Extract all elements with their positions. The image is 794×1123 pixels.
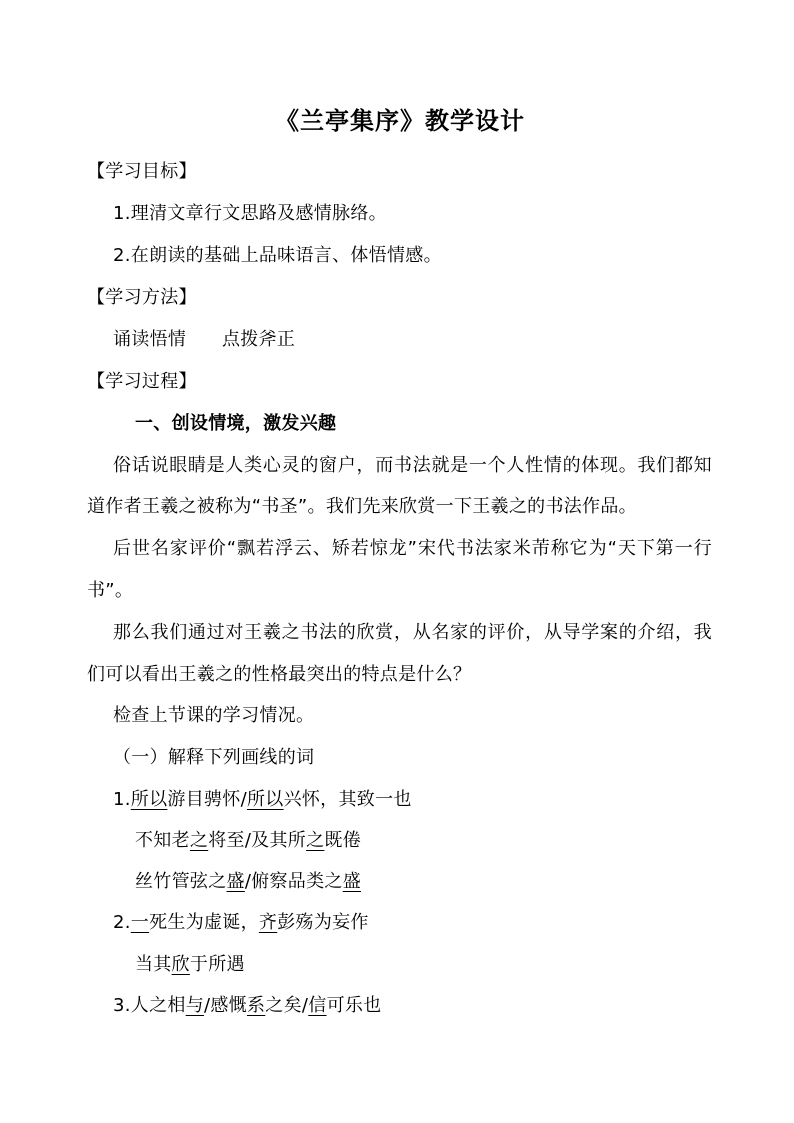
paragraph-line: 道作者王羲之被称为“书圣”。我们先来欣赏一下王羲之的书法作品。 bbox=[87, 496, 637, 517]
underlined-word: 一 bbox=[130, 912, 150, 933]
exercise-line bbox=[113, 997, 381, 1015]
exercise-line bbox=[135, 873, 361, 891]
objectives-heading: 【学习目标】 bbox=[87, 161, 197, 182]
paragraph-line: 那么我们通过对王羲之书法的欣赏，从名家的评价，从导学案的介绍，我 bbox=[113, 622, 712, 643]
paragraph-line: 俗话说眼睛是人类心灵的窗户，而书法就是一个人性情的体现。我们都知 bbox=[113, 455, 712, 476]
underlined-word: 欣 bbox=[171, 954, 190, 975]
exercise-line bbox=[135, 832, 361, 850]
text: 之矣/ bbox=[265, 995, 309, 1016]
text: 3.人之相 bbox=[113, 995, 186, 1016]
paragraph-line: 检查上节课的学习情况。 bbox=[113, 705, 315, 726]
document-title: 《兰亭集序》教学设计 bbox=[275, 107, 525, 135]
objective-item: 2.在朗读的基础上品味语言、体悟情感。 bbox=[113, 245, 442, 266]
underlined-word: 信 bbox=[308, 995, 327, 1016]
process-heading: 【学习过程】 bbox=[87, 371, 197, 392]
text: /俯察品类之 bbox=[244, 871, 343, 892]
underlined-word: 所以 bbox=[246, 789, 284, 810]
method-item: 诵读悟情 bbox=[113, 329, 187, 350]
text: 兴怀，其致一也 bbox=[283, 789, 412, 810]
underlined-word: 盛 bbox=[226, 871, 245, 892]
exercise-line bbox=[135, 956, 245, 974]
paragraph-line: 后世名家评价“飘若浮云、矫若惊龙”宋代书法家米芾称它为“天下第一行 bbox=[113, 538, 712, 559]
text: 死生为虚诞， bbox=[149, 912, 259, 933]
underlined-word: 之 bbox=[306, 830, 325, 851]
exercise-line bbox=[113, 914, 369, 932]
text: 游目骋怀/ bbox=[167, 789, 247, 810]
text: 于所遇 bbox=[189, 954, 245, 975]
exercise-line bbox=[113, 791, 412, 809]
underlined-word: 系 bbox=[246, 995, 266, 1016]
underlined-word: 所以 bbox=[130, 789, 168, 810]
objective-item: 1.理清文章行文思路及感情脉络。 bbox=[113, 203, 387, 224]
paragraph-line: 书”。 bbox=[87, 580, 134, 601]
text: 不知老 bbox=[135, 830, 190, 851]
text: 丝竹管弦之 bbox=[135, 871, 227, 892]
step-heading: 一、创设情境，激发兴趣 bbox=[135, 413, 337, 434]
text: 既倦 bbox=[324, 830, 362, 851]
text: /感慨 bbox=[204, 995, 247, 1016]
underlined-word: 与 bbox=[185, 995, 204, 1016]
methods-heading: 【学习方法】 bbox=[87, 287, 197, 308]
underlined-word: 盛 bbox=[342, 871, 361, 892]
underlined-word: 之 bbox=[189, 830, 209, 851]
text: 彭殇为妄作 bbox=[277, 912, 369, 933]
text: 可乐也 bbox=[326, 995, 382, 1016]
text: 当其 bbox=[135, 954, 172, 975]
method-item: 点拨斧正 bbox=[222, 329, 296, 350]
paragraph-line: 们可以看出王羲之的性格最突出的特点是什么？ bbox=[87, 664, 472, 685]
text: 2. bbox=[113, 912, 131, 933]
underlined-word: 齐 bbox=[258, 912, 278, 933]
text: 1. bbox=[113, 789, 131, 810]
sub-heading: （一）解释下列画线的词 bbox=[113, 747, 315, 768]
text: 将至/及其所 bbox=[208, 830, 307, 851]
